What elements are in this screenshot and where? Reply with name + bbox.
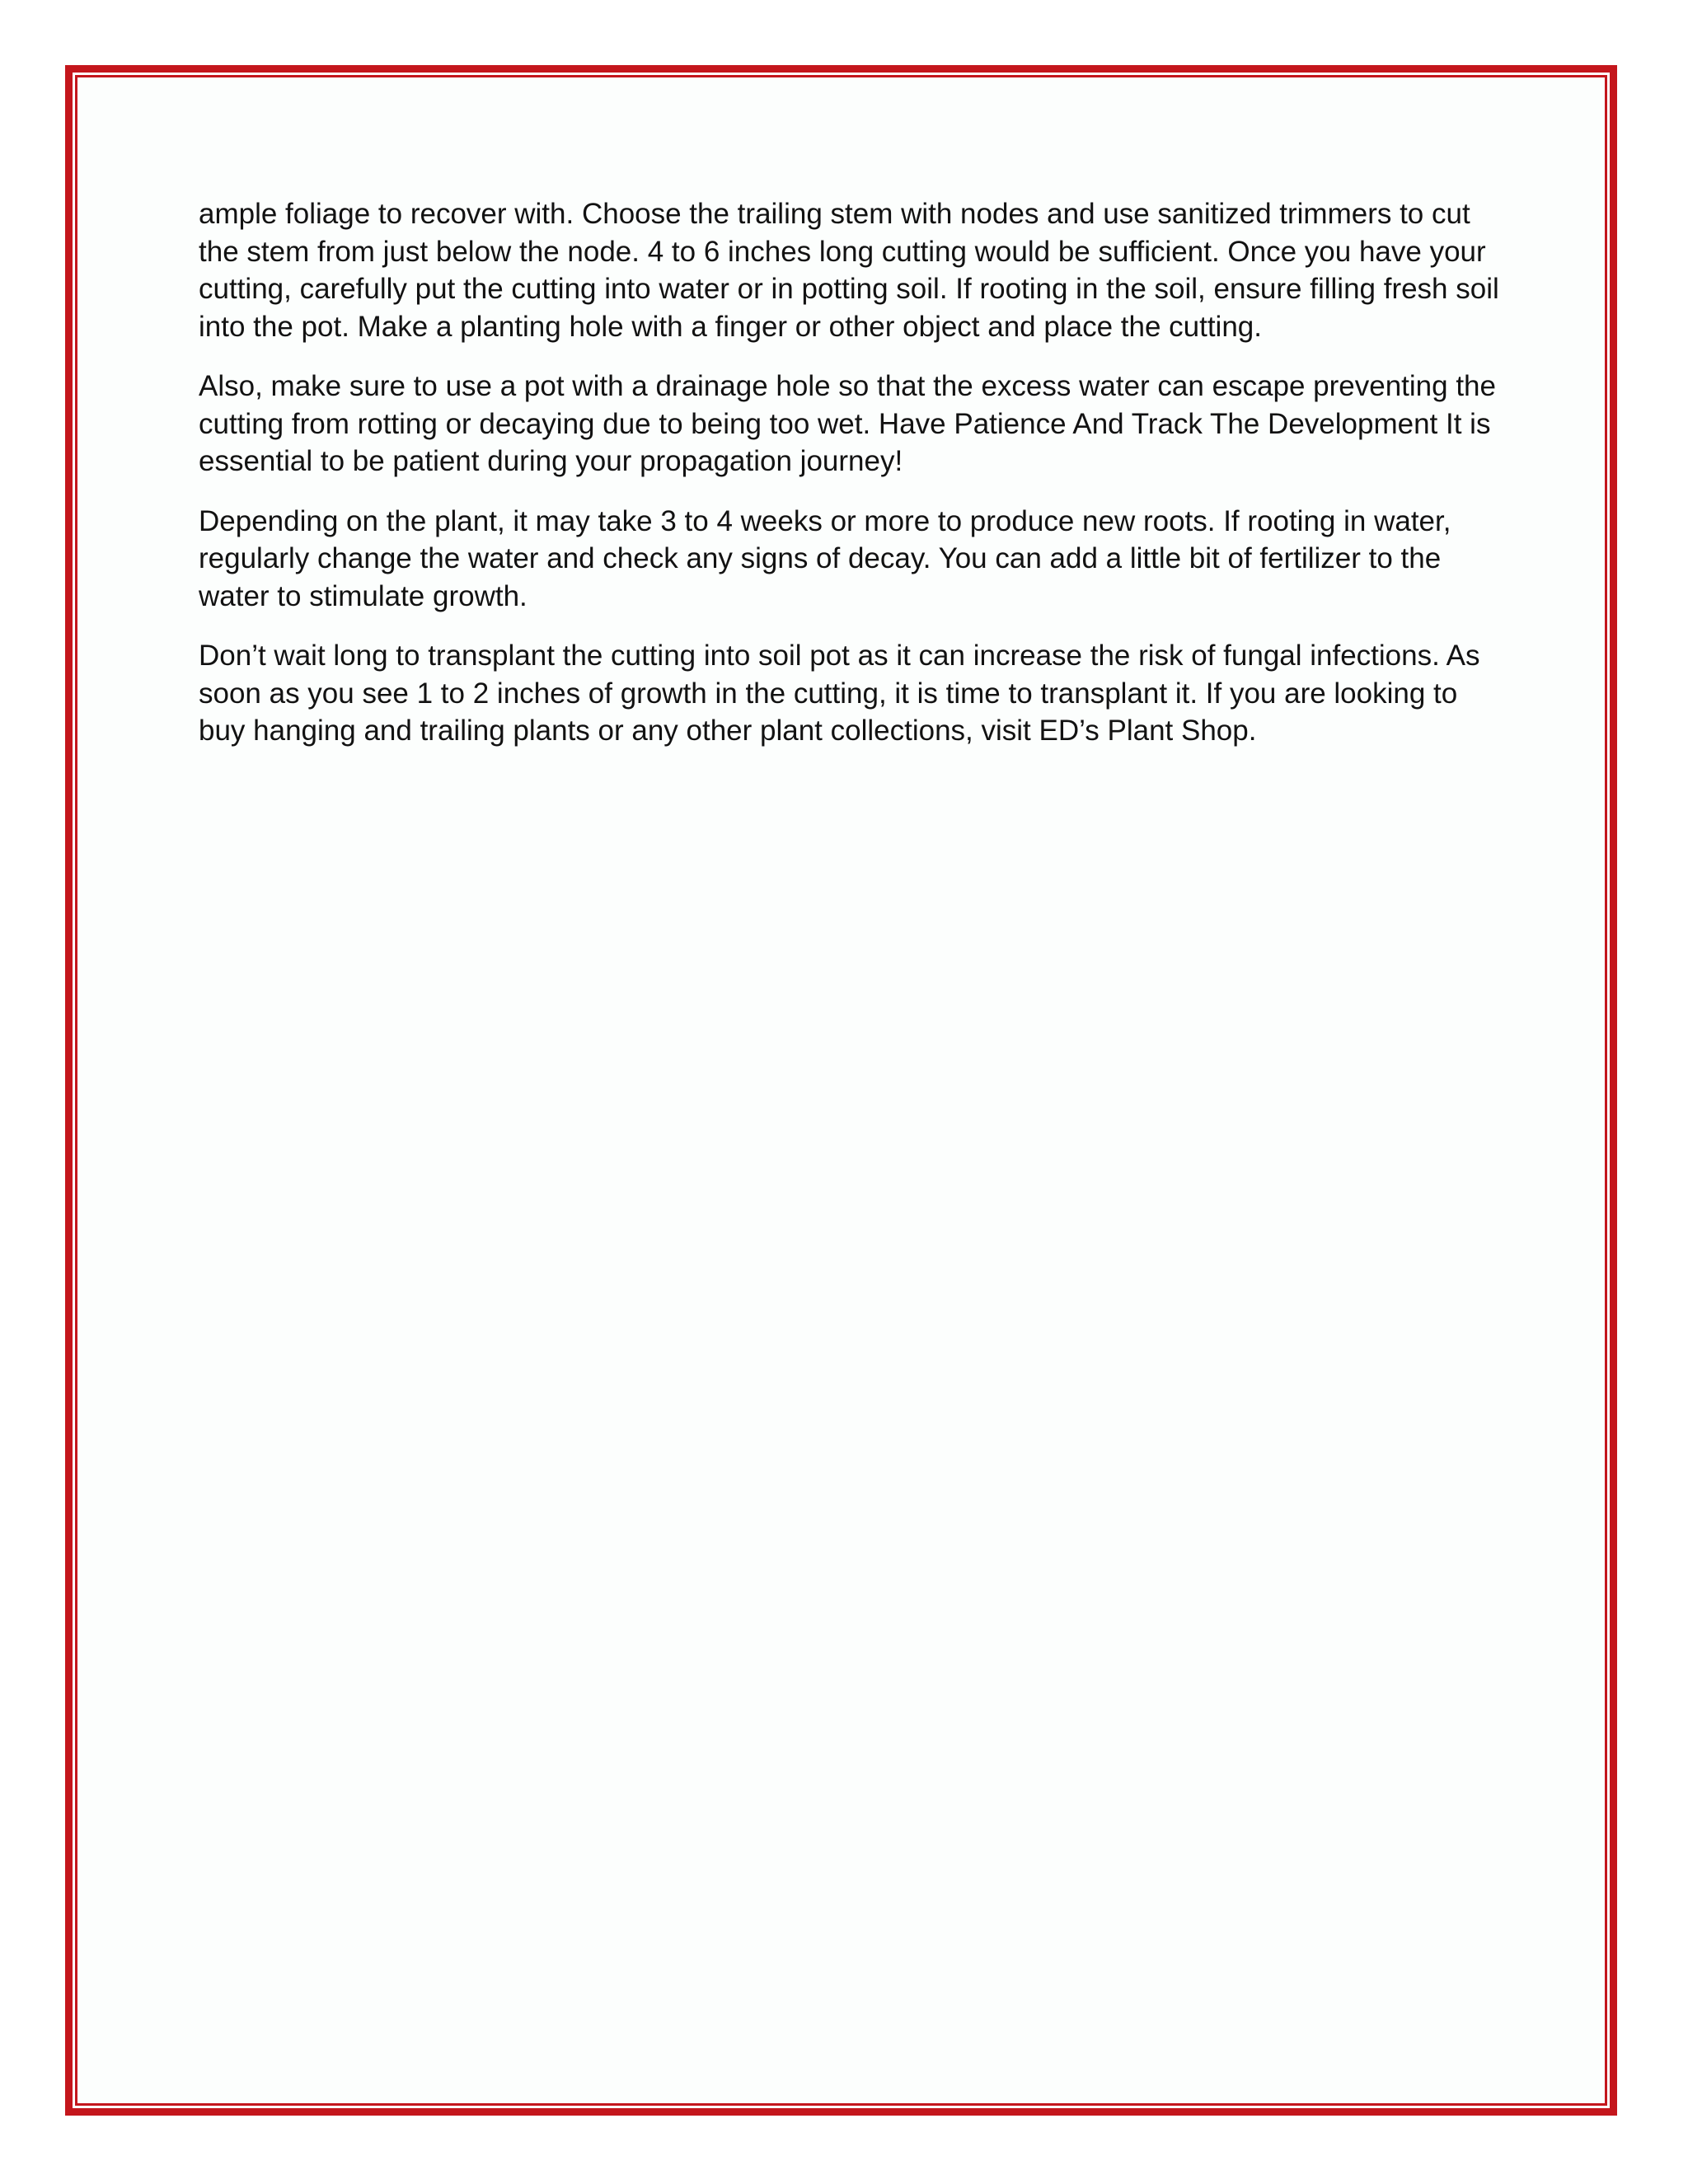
paragraph-rooting-time: Depending on the plant, it may take 3 to 4 weeks or more to produce new roots. If rooting in water, regularly change the water and check any signs of decay. You can add a little bit of fertilizer to the water to stimulate growth. (199, 504, 1451, 612)
paragraph-transplant: Don’t wait long to transplant the cutting into soil pot as it can increase the risk of fungal infections. As soon as you see 1 to 2 inches of growth in the cutting, it is time to transplant it. If you are looking to buy hanging and trailing plants or any other plant collections, visit ED’s Plant Shop. (199, 640, 1480, 747)
paragraph-drainage-patience: Also, make sure to use a pot with a drainage hole so that the excess water can escape preventing the cutting from rotting or decaying due to being too wet. Have Patience And Track The Development It is essential to be patient during your propagation journey! (199, 370, 1496, 477)
document-body (199, 195, 1501, 772)
paragraph-cutting-instructions: ample foliage to recover with. Choose the trailing stem with nodes and use sanitized trimmers to cut the stem from just below the node. 4 to 6 inches long cutting would be sufficient. Once you have your cutting, carefully put the cutting into water or in potting soil. If rooting in the soil, ensure filling fresh soil into the pot. Make a planting hole with a finger or other object and place the cutting. (199, 198, 1499, 343)
